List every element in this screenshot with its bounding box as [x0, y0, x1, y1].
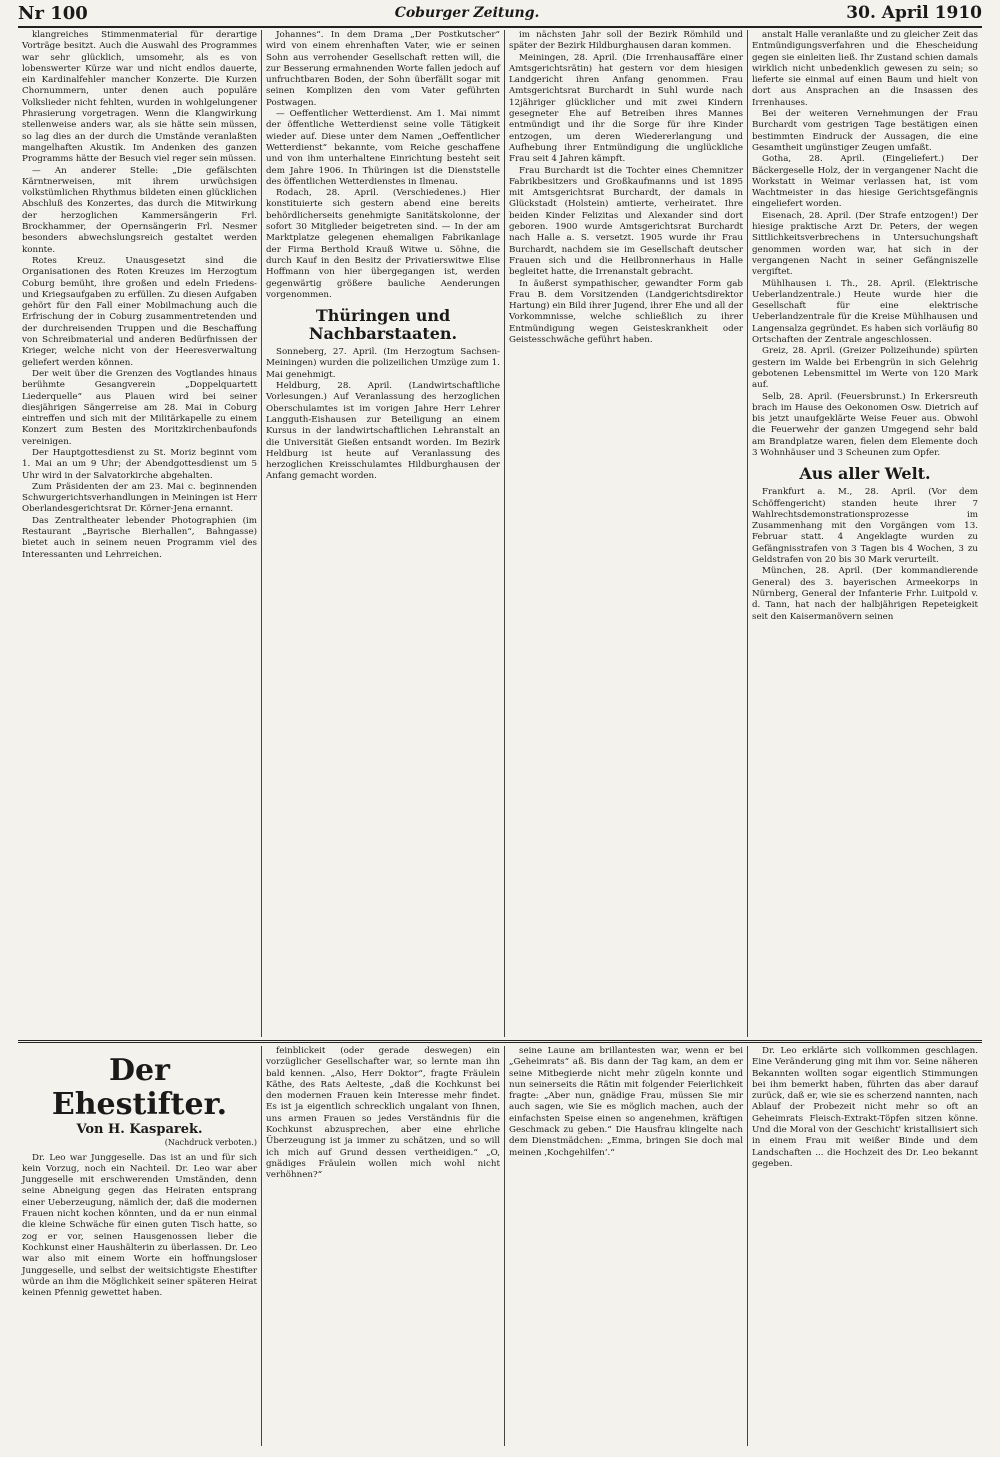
story-paragraph: Dr. Leo war Junggeselle. Das ist an und für sich kein Vorzug, noch ein Nachteil. Dr. Leo war aber Junggeselle mit erschwerenden Umständen, denn seine Abneigung gegen das Heiraten entsprang einer Ueberzeugung, nämlich der, daß die modernen Frauen nicht kochen könnten, und da er nun einmal die kleine Schwäche für einen guten Tisch hatte, so zog er vor, seinen Hausgenossen lieber die Kochkunst einer Haushälterin zu überlassen. Dr. Leo war also mit einem Worte ein hoffnungsloser Junggeselle, und selbst der weitsichtigste Ehestifter würde an ihm die Möglichkeit seiner späteren Heirat keinen Pfennig gewettet haben.: [22, 1152, 257, 1299]
feuilleton-section: [18, 1046, 982, 1446]
feuilleton-column-4: [747, 1046, 982, 1446]
article-paragraph: München, 28. April. (Der kommandierende General) des 3. bayerischen Armeekorps in Nürnberg, General der Infanterie Frhr. Luitpold v. d. Tann, hat nach der halbjährigen Repeteigkeit seit den Kaisermanövern seinen: [752, 566, 978, 622]
article-paragraph: Johannes“. In dem Drama „Der Postkutscher“ wird von einem ehrenhaften Vater, wie er seinen Sohn aus verrohender Gesellschaft retten will, die zur Besserung ermahnenden Worte fallen jedoch auf unfruchtbaren Boden, der Sohn überfällt sogar mit seinen Komplizen den vom Vater geführten Postwagen.: [266, 30, 500, 108]
story-paragraph: feinblickeit (oder gerade deswegen) ein vorzüglicher Gesellschafter war, so lernte man ihn bald kennen. „Also, Herr Doktor“, fragte Fräulein Käthe, des Rats Aelteste, „daß die Kochkunst bei den modernen Frauen kein Interesse mehr findet. Es ist ja eigentlich schrecklich ungalant von Ihnen, uns armen Frauen so jedes Verständnis für die Kochkunst abzusprechen, aber eine ehrliche Überzeugung ist ja immer zu schätzen, und so will ich mich auf Grund dessen vertheidigen.“ „O, gnädiges Fräulein wollen mich wohl nicht verhöhnen?“: [266, 1046, 500, 1181]
article-paragraph: Frankfurt a. M., 28. April. (Vor dem Schöffengericht) standen heute ihrer 7 Wahlrechtsdemonstrationsprozesse im Zusammenhang mit den Vorgängen vom 13. Februar statt. 4 Angeklagte wurden zu Gefängnisstrafen von 3 Tagen bis 4 Wochen, 3 zu Geldstrafen von 20 bis 30 Mark verurteilt.: [752, 487, 978, 566]
newspaper-name: Coburger Zeitung.: [394, 5, 540, 21]
article-paragraph: Heldburg, 28. April. (Landwirtschaftliche Vorlesungen.) Auf Veranlassung des herzoglichen Oberschulamtes ist im vorigen Jahre Herr Lehrer Langguth-Eishausen zur Beteiligung an einem Kursus in der landwirtschaftlichen Lehranstalt an die Universität Gießen entsandt worden. Im Bezirk Heldburg ist heute auf Veranlassung des herzoglichen Kreisschulamtes Hildburghausen der Anfang gemacht worden.: [266, 381, 500, 482]
column-3: [504, 30, 747, 1037]
column-2: [261, 30, 504, 1037]
column-4: [747, 30, 982, 1037]
article-paragraph: In äußerst sympathischer, gewandter Form gab Frau B. dem Vorsitzenden (Landgerichtsdirektor Hartung) ein Bild ihrer Jugend, ihrer Ehe und all der Vorkommnisse, welche schließlich zu ihrer Entmündigung wegen Geisteskrankheit oder Geistesschwäche geführt haben.: [509, 278, 743, 346]
article-paragraph: Sonneberg, 27. April. (Im Herzogtum Sachsen-Meiningen) wurden die polizeilichen Umzüge zum 1. Mai genehmigt.: [266, 347, 500, 380]
article-paragraph: — An anderer Stelle: „Die gefälschten Kärntnerweisen, mit ihrem urwüchsigen volkstümlichen Rhythmus bildeten einen glücklichen Abschluß des Konzertes, das durch die Mitwirkung der herzoglichen Kammersängerin Frl. Brockhammer, der Opernsängerin Frl. Nesmer besonders abwechslungsreich gestaltet werden konnte.: [22, 165, 257, 255]
story-paragraph: seine Laune am brillantesten war, wenn er bei „Geheimrats“ aß. Bis dann der Tag kam, an dem er seine Mitbegierde nicht mehr zügeln konnte und nun seinerseits die Rätin mit folgender Feierlichkeit fragte: „Aber nun, gnädige Frau, müssen Sie mir auch sagen, wie Sie es möglich machen, auch der einfachsten Speise einen so angenehmen, kräftigen Geschmack zu geben.“ Die Hausfrau klingelte nach dem Dienstmädchen: „Emma, bringen Sie doch mal meinen ‚Kochgehilfen‘.“: [509, 1046, 743, 1158]
story-paragraph: Dr. Leo erklärte sich vollkommen geschlagen. Eine Veränderung ging mit ihm vor. Seine näheren Bekannten wollten sogar eigentlich Stimmungen bei ihm bemerkt haben, führten das aber darauf zurück, daß er, wie sie es scherzend nannten, nach Ablauf der Probezeit nicht mehr so oft an Geheimrats Fleisch-Extrakt-Töpfen sitzen könne. Und die Moral von der Geschicht' kristallisiert sich in einem Frau mit weißer Binde und dem Landschaften ... die Hochzeit des Dr. Leo bekannt gegeben.: [752, 1046, 978, 1169]
issue-date: 30. April 1910: [846, 3, 982, 23]
article-paragraph: anstalt Halle veranlaßte und zu gleicher Zeit das Entmündigungsverfahren und die Ehescheidung gegen sie einleiten ließ. Ihr Zustand schien damals wirklich nicht unbedenklich gewesen zu sein; so lieferte sie einmal auf einen Baum und hielt von dort aus Ansprachen an die Insassen des Irrenhauses.: [752, 30, 978, 108]
article-paragraph: im nächsten Jahr soll der Bezirk Römhild und später der Bezirk Hildburghausen daran kommen.: [509, 30, 743, 52]
article-paragraph: Gotha, 28. April. (Eingeliefert.) Der Bäckergeselle Holz, der in vergangener Nacht die Workstatt in Weimar verlassen hat, ist vom Wachtmeister in das hiesige Gerichtsgefängnis eingeliefert worden.: [752, 154, 978, 210]
article-paragraph: Der Hauptgottesdienst zu St. Moriz beginnt vom 1. Mai an um 9 Uhr; der Abendgottesdienst um 5 Uhr wird in der Salvatorkirche abgehalten.: [22, 447, 257, 481]
article-paragraph: Das Zentraltheater lebender Photographien (im Restaurant „Bayrische Bierhallen“, Bahngasse) bietet auch in seinem neuen Programm viel des Interessanten und Lehrreichen.: [22, 515, 257, 560]
article-paragraph: Zum Präsidenten der am 23. Mai c. beginnenden Schwurgerichtsverhandlungen in Meiningen ist Herr Oberlandesgerichtsrat Dr. Körner-Jena ernannt.: [22, 481, 257, 515]
feuilleton-author: Von H. Kasparek.: [76, 1122, 203, 1137]
column-1: [18, 30, 261, 1037]
news-columns: [18, 30, 982, 1037]
article-paragraph: — Oeffentlicher Wetterdienst. Am 1. Mai nimmt der öffentliche Wetterdienst seine volle Tätigkeit wieder auf. Diese unter dem Namen „Oeffentlicher Wetterdienst“ bekannte, vom Reiche geschaffene und von ihm unterhaltene Einrichtung besteht seit dem Jahre 1906. In Thüringen ist die Dienststelle des öffentlichen Wetterdienstes in Ilmenau.: [266, 109, 500, 187]
article-paragraph: Der weit über die Grenzen des Vogtlandes hinaus berühmte Gesangverein „Doppelquartett Liederquelle“ aus Plauen wird bei seiner diesjährigen Sängerreise am 28. Mai in Coburg eintreffen und sich mit der Militärkapelle zu einem Konzert zum Besten des Moritzkirchenbaufonds vereinigen.: [22, 368, 257, 447]
article-paragraph: Eisenach, 28. April. (Der Strafe entzogen!) Der hiesige praktische Arzt Dr. Peters, der wegen Sittlichkeitsverbrechens in Untersuchungshaft genommen worden war, hat sich in der vergangenen Nacht in seiner Gefängniszelle vergiftet.: [752, 210, 978, 278]
section-heading: Thüringen und Nachbarstaaten.: [308, 306, 458, 344]
section-heading: Aus aller Welt.: [799, 464, 931, 484]
article-paragraph: Rotes Kreuz. Unausgesetzt sind die Organisationen des Roten Kreuzes im Herzogtum Coburg bemüht, ihre großen und edeln Friedens- und Kriegsaufgaben zu erfüllen. Zu diesen Aufgaben gehört für den Fall einer Mobilmachung auch die Erfrischung der in Coburg zusammentretenden und der durchreisenden Truppen und die Beschaffung von Schreibmaterial und anderen Bedürfnissen der Krieger, welche nicht von der Heeresverwaltung geliefert werden können.: [22, 255, 257, 368]
article-paragraph: Bei der weiteren Vernehmungen der Frau Burchardt vom gestrigen Tage bestätigen einen bestimmten Eindruck der Aussagen, die eine Gesamtheit ungünstiger Zeugen umfaßt.: [752, 109, 978, 153]
article-paragraph: Rodach, 28. April. (Verschiedenes.) Hier konstituierte sich gestern abend eine bereits behördlicherseits genehmigte Sanitätskolonne, der sofort 30 Mitglieder beigetreten sind. — In der am Marktplatze gelegenen ehemaligen Fabrikanlage der Firma Berthold Krauß Witwe u. Söhne, die durch Kauf in den Besitz der Privatierswitwe Elise Hoffmann von hier übergegangen ist, werden gegenwärtig größere bauliche Aenderungen vorgenommen.: [266, 188, 500, 300]
feuilleton-divider: [18, 1040, 982, 1043]
feuilleton-column-1: [18, 1046, 261, 1446]
article-paragraph: Mühlhausen i. Th., 28. April. (Elektrische Ueberlandzentrale.) Heute wurde hier die Gesellschaft für eine elektrische Ueberlandzentrale für die Kreise Mühlhausen und Langensalza gegründet. Es haben sich vorläufig 80 Ortschaften der Zentrale angeschlossen.: [752, 278, 978, 346]
reprint-notice: (Nachdruck verboten.): [164, 1138, 257, 1148]
issue-number: Nr 100: [18, 2, 88, 24]
article-paragraph: Frau Burchardt ist die Tochter eines Chemnitzer Fabrikbesitzers und Großkaufmanns und ist 1895 mit Amtsgerichtsrat Burchardt, der damals in Glückstadt (Holstein) amtierte, verheiratet. Ihre beiden Kinder Felizitas und Alexander sind dort geboren. 1900 wurde Amtsgerichtsrat Burchardt nach Halle a. S. versetzt. 1905 wurde ihr Frau Burchardt, nachdem sie im Gesellschaft deutscher Frauen sich und die Heilbronnerhaus in Halle begleitet hatte, die Irrenanstalt gebracht.: [509, 165, 743, 278]
masthead: [18, 0, 982, 28]
article-paragraph: Greiz, 28. April. (Greizer Polizeihunde) spürten gestern im Walde bei Erbengrün in sich Gelehrig gebotenen Lebensmittel im Werte von 120 Mark auf.: [752, 346, 978, 391]
feuilleton-column-3: [504, 1046, 747, 1446]
article-paragraph: Selb, 28. April. (Feuersbrunst.) In Erkersreuth brach im Hause des Oekonomen Osw. Dietrich auf bis jetzt unaufgeklärte Weise Feuer aus. Obwohl die Feuerwehr der ganzen Umgegend sehr bald am Brandplatze waren, fielen dem Elemente doch 3 Wohnhäuser und 3 Scheunen zum Opfer.: [752, 391, 978, 458]
feuilleton-title: Der Ehestifter.: [51, 1053, 228, 1122]
article-paragraph: Meiningen, 28. April. (Die Irrenhausaffäre einer Amtsgerichtsrätin) hat gestern vor dem hiesigen Landgericht ihren Anfang genommen. Frau Amtsgerichtsrat Burchardt in Suhl wurde nach 12jähriger glücklicher und mit zwei Kindern gesegneter Ehe auf Betreiben ihres Mannes entmündigt und ihr die Sorge für ihre Kinder entzogen, um deren Wiedererlangung und Aufhebung ihrer Entmündigung die unglückliche Frau seit 4 Jahren kämpft.: [509, 52, 743, 165]
article-paragraph: klangreiches Stimmenmaterial für derartige Vorträge besitzt. Auch die Auswahl des Programmes war sehr glücklich, umsomehr, als es von lobenswerter Kürze war und nicht endlos dauerte, ein Kardinalfehler mancher Konzerte. Die Kurzen Chornummern, unter denen auch populäre Volkslieder nicht fehlten, wurden in wohlgelungener Phrasierung vorgetragen. Wenn die Klangwirkung stellenweise anders war, als sie hätte sein müssen, so lag dies an der durch die Umstände veranlaßten mangelhaften Akustik. Im Andenken des ganzen Programms hätte der Besuch viel reger sein müssen.: [22, 30, 257, 165]
feuilleton-column-2: [261, 1046, 504, 1446]
